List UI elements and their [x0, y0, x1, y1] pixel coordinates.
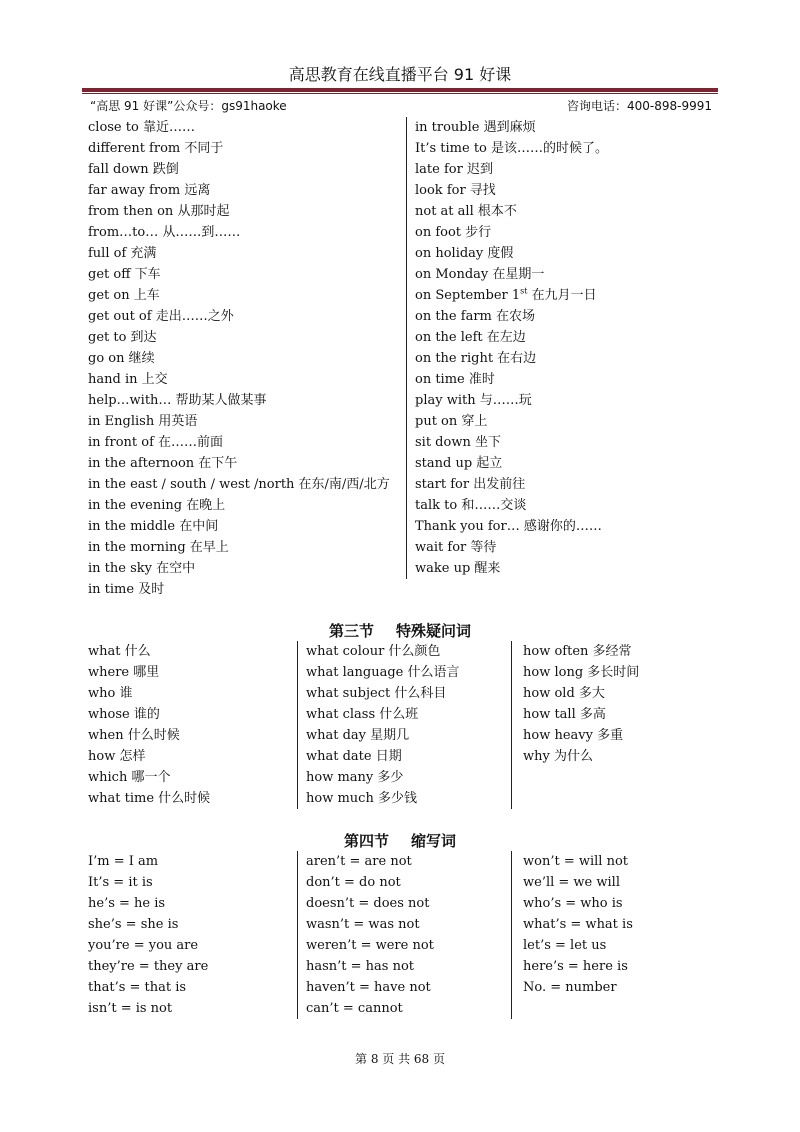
phrase-item: from then on 从那时起: [88, 204, 230, 219]
contraction: won’t = will not: [523, 854, 628, 869]
contraction: what’s = what is: [523, 917, 633, 932]
phrase-item: in the evening 在晚上: [88, 498, 226, 513]
question-word: how heavy 多重: [523, 728, 624, 743]
header-wechat-account: “高思 91 好课”公众号：gs91haoke: [90, 99, 287, 113]
question-word: who 谁: [88, 686, 133, 701]
question-word: what colour 什么颜色: [306, 644, 441, 659]
phrase-item: talk to 和……交谈: [415, 498, 527, 513]
section4-divider-1: [297, 851, 298, 1019]
section4-number: 第四节: [343, 832, 389, 850]
section3-divider-1: [297, 641, 298, 809]
section3-title: [0, 620, 800, 641]
phrase-item: in the sky 在空中: [88, 561, 196, 576]
phrase-item: Thank you for… 感谢你的……: [415, 519, 602, 534]
phrase-item: stand up 起立: [415, 456, 503, 471]
phrase-item: get off 下车: [88, 267, 161, 282]
phrase-item: on Monday 在星期一: [415, 267, 545, 282]
phrase-item: get on 上车: [88, 288, 160, 303]
question-word: what class 什么班: [306, 707, 419, 722]
question-word: how old 多大: [523, 686, 605, 701]
phrase-item: in English 用英语: [88, 414, 198, 429]
phrase-item: get to 到达: [88, 330, 157, 345]
phrases-right-column: [415, 117, 608, 579]
question-word: when 什么时候: [88, 728, 180, 743]
section3-divider-2: [511, 641, 512, 809]
question-word: how long 多长时间: [523, 665, 640, 680]
contraction: hasn’t = has not: [306, 959, 415, 974]
section3-heading: 特殊疑问词: [396, 622, 472, 640]
question-words-col3: [523, 641, 639, 767]
question-word: where 哪里: [88, 665, 160, 680]
section4-divider-2: [511, 851, 512, 1019]
phrase-item: different from 不同于: [88, 141, 224, 156]
question-word: how 怎样: [88, 749, 146, 764]
contraction: wasn’t = was not: [306, 917, 420, 932]
phrase-item-september: [415, 285, 608, 306]
contraction: we’ll = we will: [523, 875, 620, 890]
contraction: No. = number: [523, 980, 617, 995]
header-rule-thick: [82, 88, 718, 92]
question-word: how tall 多高: [523, 707, 606, 722]
phrase-item: from…to… 从……到……: [88, 225, 241, 240]
question-word: what time 什么时候: [88, 791, 211, 806]
contraction: haven’t = have not: [306, 980, 431, 995]
contraction: I’m = I am: [88, 854, 159, 869]
phrases-left-column: [88, 117, 390, 600]
question-word: why 为什么: [523, 749, 593, 764]
phrase-item: put on 穿上: [415, 414, 488, 429]
phrase-item: on foot 步行: [415, 225, 492, 240]
contraction: who’s = who is: [523, 896, 623, 911]
phrase-item: in front of 在……前面: [88, 435, 224, 450]
phrase-item: look for 寻找: [415, 183, 496, 198]
contraction: she’s = she is: [88, 917, 179, 932]
phrase-item: in the afternoon 在下午: [88, 456, 238, 471]
contraction: can’t = cannot: [306, 1001, 403, 1016]
question-words-col2: [306, 641, 459, 809]
phrase-item: in time 及时: [88, 582, 165, 597]
phrase-item: in trouble 遇到麻烦: [415, 120, 536, 135]
phrase-item: on the right 在右边: [415, 351, 537, 366]
contraction: they’re = they are: [88, 959, 209, 974]
contraction: isn’t = is not: [88, 1001, 173, 1016]
contraction: he’s = he is: [88, 896, 166, 911]
contraction: weren’t = were not: [306, 938, 434, 953]
question-word: what subject 什么科目: [306, 686, 447, 701]
contraction: It’s = it is: [88, 875, 153, 890]
phrase-item: in the east / south / west /north 在东/南/西/北方: [88, 477, 390, 492]
september-text: on September 1: [415, 288, 521, 303]
phrases-column-divider: [406, 117, 407, 579]
section3-number: 第三节: [328, 622, 374, 640]
question-word: how much 多少钱: [306, 791, 417, 806]
question-word: what 什么: [88, 644, 151, 659]
phrase-item: wait for 等待: [415, 540, 497, 555]
header-rule-thin: [82, 93, 718, 94]
contraction: here’s = here is: [523, 959, 628, 974]
phrase-item: late for 迟到: [415, 162, 493, 177]
phrase-item: in the middle 在中间: [88, 519, 219, 534]
contractions-col2: [306, 851, 434, 1019]
phrase-item: on holiday 度假: [415, 246, 514, 261]
question-word: which 哪一个: [88, 770, 171, 785]
phrase-item: fall down 跌倒: [88, 162, 179, 177]
contractions-col1: [88, 851, 208, 1019]
page-number-footer: 第 8 页 共 68 页: [355, 1052, 445, 1066]
phrase-item: full of 充满: [88, 246, 157, 261]
contraction: let’s = let us: [523, 938, 607, 953]
question-word: whose 谁的: [88, 707, 160, 722]
header-phone: 咨询电话：400-898-9991: [566, 99, 712, 113]
section4-title: [0, 830, 800, 851]
phrase-item: play with 与……玩: [415, 393, 532, 408]
contraction: aren’t = are not: [306, 854, 412, 869]
phrase-item: help…with… 帮助某人做某事: [88, 393, 267, 408]
phrase-item: in the morning 在早上: [88, 540, 229, 555]
phrase-item: sit down 坐下: [415, 435, 501, 450]
contractions-col3: [523, 851, 633, 998]
contraction: doesn’t = does not: [306, 896, 430, 911]
page-header-title: 高思教育在线直播平台 91 好课: [288, 65, 512, 84]
contraction: that’s = that is: [88, 980, 187, 995]
phrase-item: far away from 远离: [88, 183, 211, 198]
phrase-item: go on 继续: [88, 351, 155, 366]
phrase-item: close to 靠近……: [88, 120, 195, 135]
phrase-item: start for 出发前往: [415, 477, 526, 492]
phrase-item: wake up 醒来: [415, 561, 501, 576]
question-words-col1: [88, 641, 210, 809]
question-word: how many 多少: [306, 770, 404, 785]
question-word: what date 日期: [306, 749, 402, 764]
phrase-item: get out of 走出……之外: [88, 309, 234, 324]
question-word: what language 什么语言: [306, 665, 460, 680]
phrase-item: not at all 根本不: [415, 204, 517, 219]
phrase-item: It’s time to 是该……的时候了。: [415, 141, 609, 156]
september-meaning: 在九月一日: [527, 288, 597, 303]
superscript-st: st: [520, 286, 528, 296]
section4-heading: 缩写词: [411, 832, 457, 850]
contraction: you’re = you are: [88, 938, 199, 953]
phrase-item: on the farm 在农场: [415, 309, 535, 324]
phrase-item: on the left 在左边: [415, 330, 526, 345]
phrase-item: on time 准时: [415, 372, 495, 387]
contraction: don’t = do not: [306, 875, 401, 890]
question-word: what day 星期几: [306, 728, 410, 743]
phrase-item: hand in 上交: [88, 372, 168, 387]
question-word: how often 多经常: [523, 644, 632, 659]
